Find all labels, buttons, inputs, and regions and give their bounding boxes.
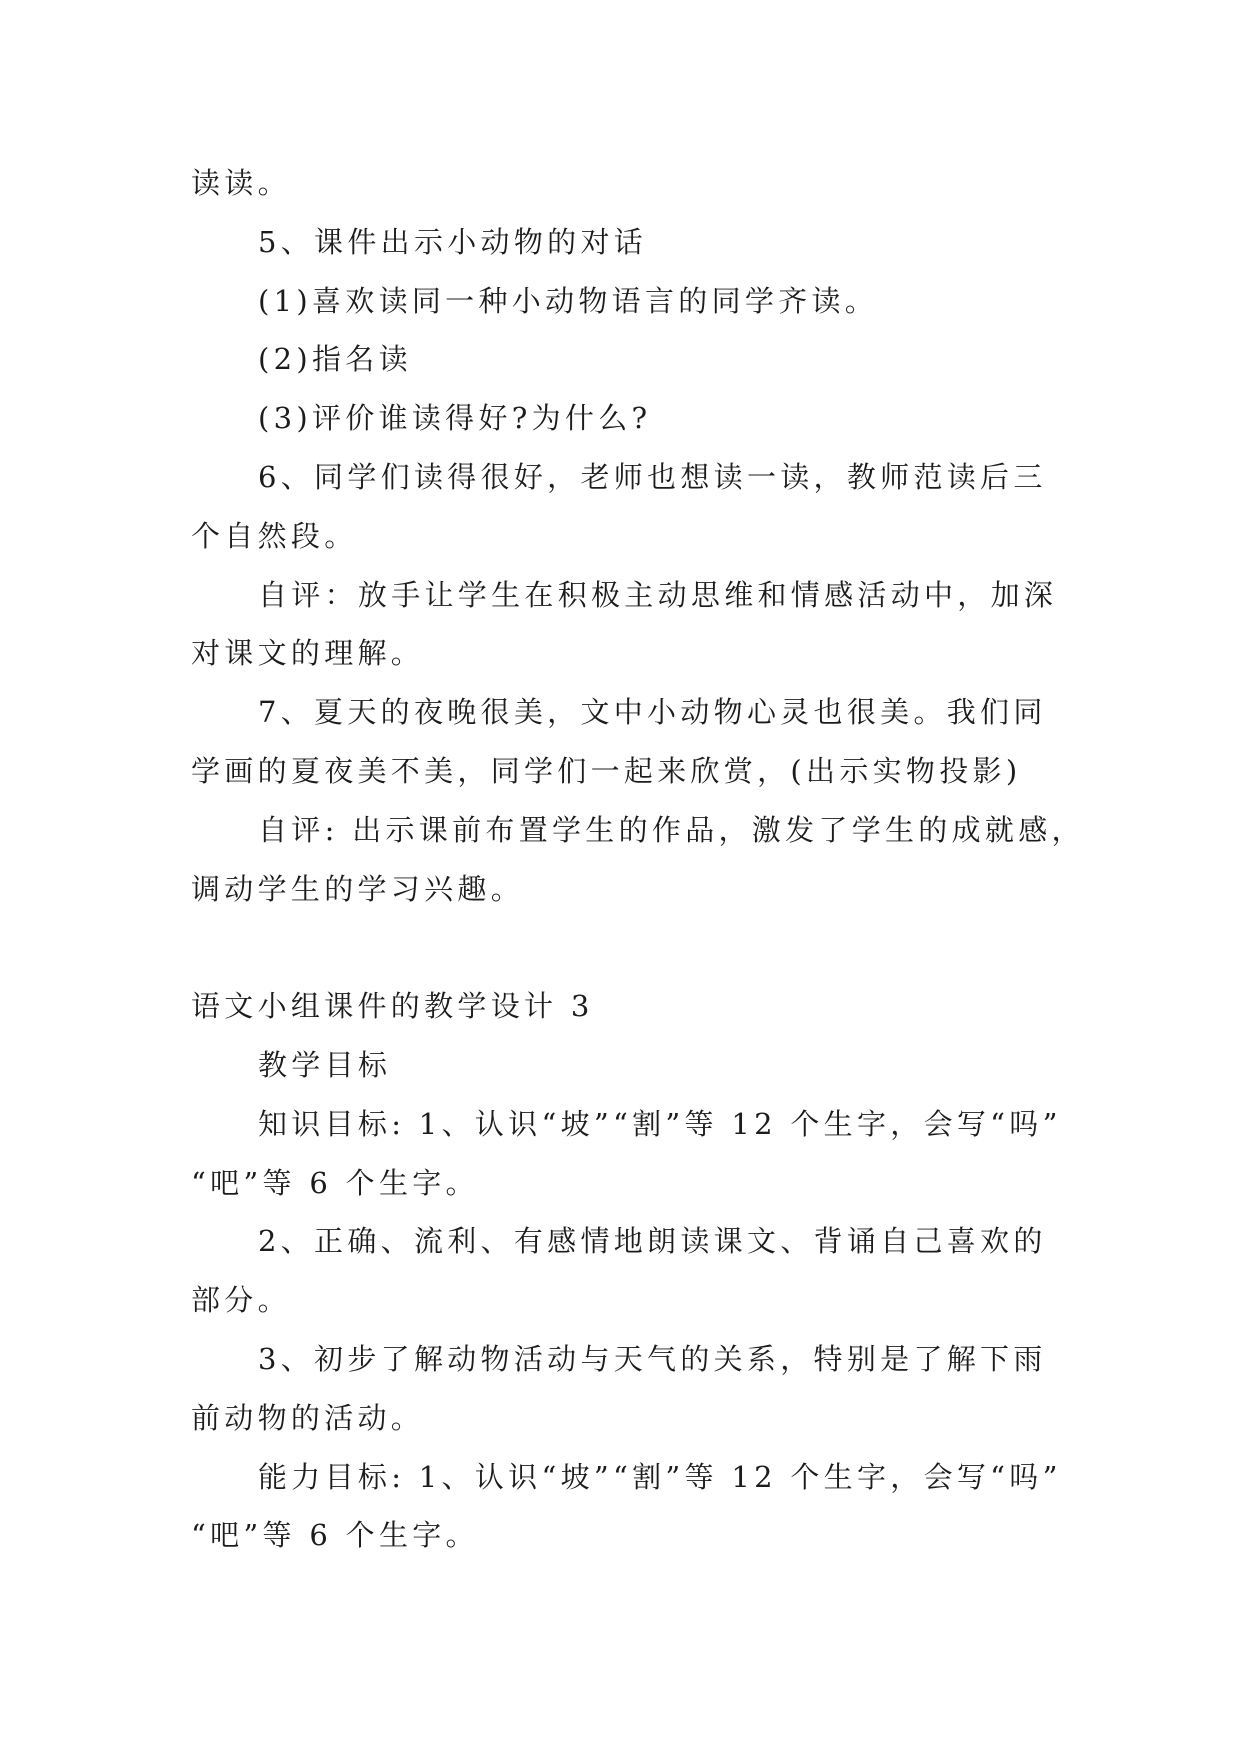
paragraph-line: 7、夏天的夜晚很美，文中小动物心灵也很美。我们同 (258, 695, 1047, 730)
blank-line (191, 918, 1091, 977)
paragraph (191, 566, 1091, 684)
paragraph-line: 对课文的理解。 (191, 636, 425, 671)
paragraph-line: 自评: 出示课前布置学生的作品，激发了学生的成就感， (258, 812, 1085, 847)
paragraph (191, 1036, 1091, 1095)
paragraph (191, 1095, 1091, 1213)
paragraph (191, 683, 1091, 801)
paragraph-line: (3)评价谁读得好?为什么? (258, 401, 652, 436)
paragraph-line: 调动学生的学习兴趣。 (191, 871, 525, 906)
section-heading: 语文小组课件的教学设计 3 (191, 989, 594, 1024)
paragraph (191, 801, 1091, 919)
paragraph (191, 213, 1091, 272)
paragraph-line: 知识目标: 1、认识“坡”“割”等 12 个生字，会写“吗” (258, 1106, 1062, 1141)
paragraph (191, 1330, 1091, 1448)
paragraph (191, 272, 1091, 331)
paragraph (191, 330, 1091, 389)
document-body (191, 154, 1091, 1565)
paragraph (191, 448, 1091, 566)
paragraph-line: 教学目标 (258, 1047, 392, 1082)
paragraph-line: (2)指名读 (258, 342, 412, 377)
paragraph-line: 部分。 (191, 1283, 291, 1318)
paragraph-line: 前动物的活动。 (191, 1400, 425, 1435)
paragraph-line: 3、初步了解动物活动与天气的关系，特别是了解下雨 (258, 1341, 1047, 1376)
paragraph-line: 6、同学们读得很好，老师也想读一读，教师范读后三 (258, 459, 1047, 494)
paragraph-line: (1)喜欢读同一种小动物语言的同学齐读。 (258, 283, 879, 318)
paragraph-line: 学画的夏夜美不美，同学们一起来欣赏，(出示实物投影) (191, 753, 1022, 788)
paragraph (191, 1448, 1091, 1566)
paragraph-line: 能力目标: 1、认识“坡”“割”等 12 个生字，会写“吗” (258, 1459, 1062, 1494)
paragraph (191, 389, 1091, 448)
paragraph-line: 个自然段。 (191, 518, 358, 553)
paragraph-line: “吧”等 6 个生字。 (191, 1165, 479, 1200)
paragraph-line: 2、正确、流利、有感情地朗读课文、背诵自己喜欢的 (258, 1224, 1047, 1259)
continuation-text: 读读。 (191, 166, 291, 200)
paragraph-line: 5、课件出示小动物的对话 (258, 224, 648, 259)
paragraph-line: “吧”等 6 个生字。 (191, 1518, 479, 1553)
paragraph (191, 1212, 1091, 1330)
paragraph-line: 自评：放手让学生在积极主动思维和情感活动中，加深 (258, 577, 1058, 612)
